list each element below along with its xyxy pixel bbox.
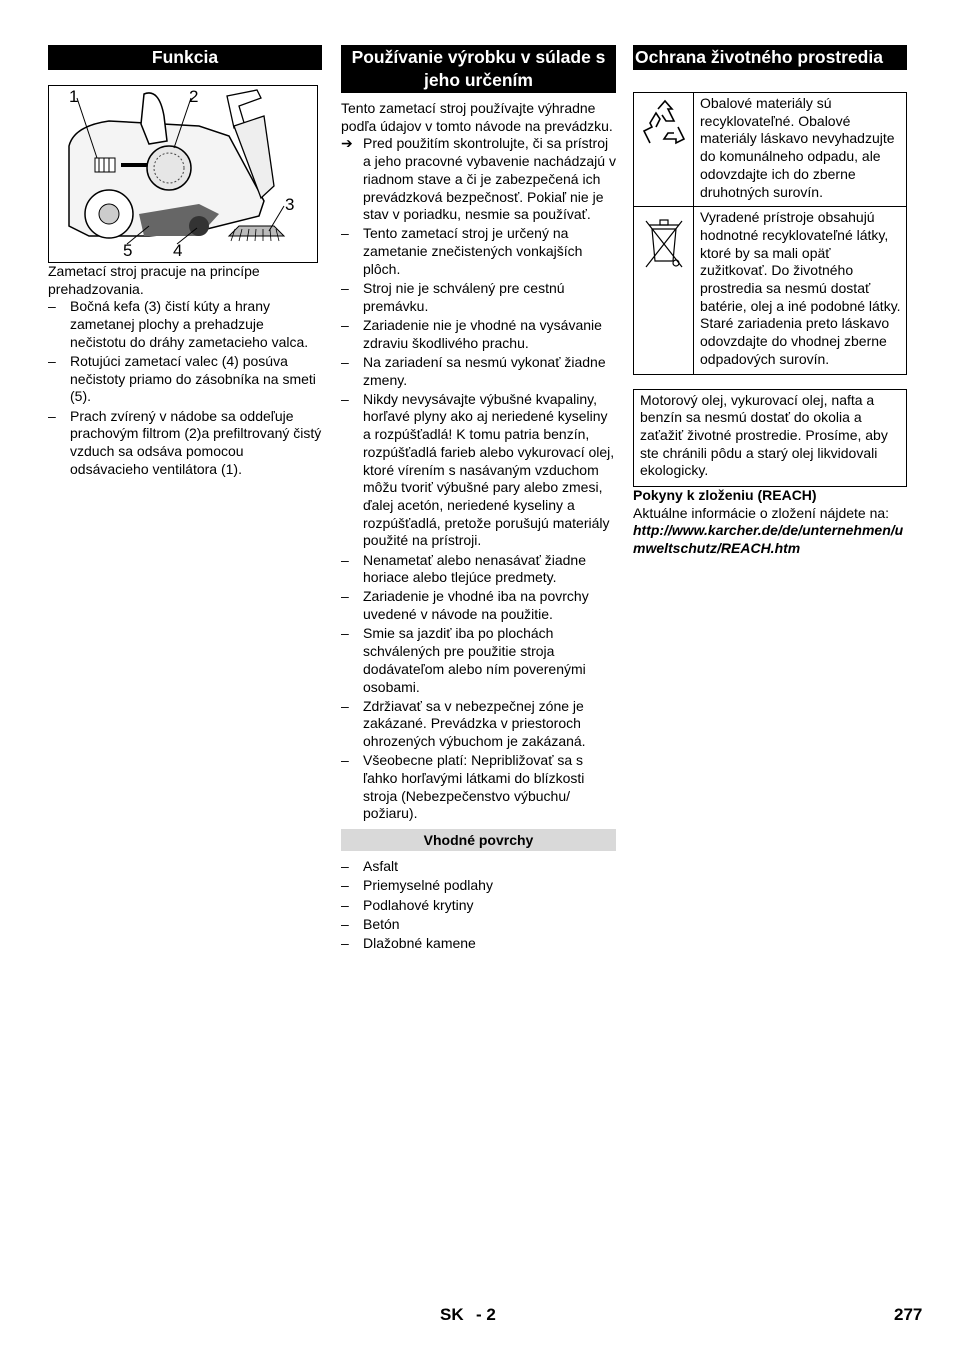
list-item: – Smie sa jazdiť iba po plochách schválených pre použitie stroja dodávateľom alebo ním poverenými osobami. xyxy=(341,625,586,695)
figure-label-1: 1 xyxy=(69,87,79,106)
list-item: – Asfalt xyxy=(341,858,399,875)
list-item: – Dlažobné kamene xyxy=(341,934,476,951)
recycling-cell xyxy=(634,93,694,207)
column-function xyxy=(48,45,322,480)
list-item: – Priemyselné podlahy xyxy=(341,877,493,894)
reach-link[interactable]: http://www.karcher.de/de/unternehmen/umweltschutz/REACH.htm xyxy=(633,522,904,557)
recycling-icon xyxy=(638,97,690,157)
figure-label-3: 3 xyxy=(285,195,295,214)
list-item: – Stroj nie je schválený pre cestnú premávku. xyxy=(341,280,565,314)
arrow-icon: ➔ xyxy=(341,135,353,152)
list-item: – Všeobecne platí: Nepribližovať sa s ľahko horľavými látkami do blízkosti stroja (Nebezpečenstvo výbuchu/ požiaru). xyxy=(341,752,585,822)
footer-lang: SK xyxy=(440,1305,464,1324)
list-item: – Nikdy nevysávajte výbušné kvapaliny, horľavé plyny ako aj neriedené kyseliny a rozpúšťadlá! K tomu patria benzín, rozpúšťadlá farieb alebo vykurovací olej, ktoré vírením s nasávaným vzduchom môžu tvoriť výbušné pary alebo zmesi, ďalej acetón, neriedené kyseliny a rozpúšťadlá, pretože porušujú materiály použité na prístroji. xyxy=(341,390,615,549)
oil-note: Motorový olej, vykurovací olej, nafta a benzín sa nesmú dostať do okolia a zaťažiť životné prostredie. Prosíme, aby ste chránili pôdu a starý olej likvidovali ekologicky. xyxy=(633,389,907,488)
list-item: – Na zariadení sa nesmú vykonať žiadne zmeny. xyxy=(341,353,606,388)
heading-environment: Ochrana životného prostredia xyxy=(633,45,907,70)
figure-label-5: 5 xyxy=(123,241,133,260)
list-item: – Zariadenie nie je vhodné na vysávanie zdraviu škodlivého prachu. xyxy=(341,316,602,351)
sweeper-illustration xyxy=(49,86,317,262)
footer-section: - 2 xyxy=(476,1305,496,1324)
table-row xyxy=(634,93,907,207)
surfaces-list xyxy=(341,858,616,953)
list-item: – Zariadenie je vhodné iba na povrchy uvedené v návode na použitie. xyxy=(341,588,589,623)
sweeper-figure xyxy=(48,85,318,263)
recycling-text: Obalové materiály sú recyklovateľné. Obalové materiály láskavo nevyhadzujte do komunálneho odpadu, ale odovzdajte ich do zberne druhotných surovín. xyxy=(694,93,907,207)
reach-title: Pokyny k zloženiu (REACH) xyxy=(633,487,817,504)
list-item: – Nenametať alebo nenasávať žiadne horiace alebo tlejúce predmety. xyxy=(341,551,586,586)
column-intended-use xyxy=(341,45,616,954)
crossed-bin-icon xyxy=(638,211,690,271)
list-item: – Prach zvírený v nádobe sa oddeľuje prachovým filtrom (2)a prefiltrovaný čistý vzduch sa odsáva pomocou odsávacieho ventilátora (1). xyxy=(48,407,322,477)
list-item-arrow: ➔ Pred použitím skontrolujte, či sa prístroj a jeho pracovné vybavenie nachádzajú v riadnom stave a či je zabezpečená ich prevádzková bezpečnosť. Pokiaľ nie je stav v poriadku, nesmie sa používať. xyxy=(341,135,616,223)
list-item: – Tento zametací stroj je určený na zametanie znečistených vonkajších plôch. xyxy=(341,225,583,277)
disposal-text: Vyradené prístroje obsahujú hodnotné recyklovateľné látky, ktoré by sa mali opäť zužitkovať. Do životného prostredia sa nesmú dostať batérie, olej a iné podobné látky. Staré zariadenia preto láskavo odovzdajte do vhodnej zberne odpadových surovín. xyxy=(694,207,907,374)
subheading-surfaces: Vhodné povrchy xyxy=(341,829,616,851)
list-item: – Betón xyxy=(341,915,400,932)
table-row xyxy=(634,207,907,374)
function-intro: Zametací stroj pracuje na princípe prehadzovania. xyxy=(48,263,260,297)
list-item: – Podlahové krytiny xyxy=(341,896,474,913)
function-list xyxy=(48,298,322,478)
list-item: – Zdržiavať sa v nebezpečnej zóne je zakázané. Prevádzka v priestoroch ohrozených výbuchom je zakázaná. xyxy=(341,697,586,750)
environment-table xyxy=(633,92,907,375)
list-item: – Bočná kefa (3) čistí kúty a hrany zametanej plochy a prehadzuje nečistotu do dráhy zametacieho valca. xyxy=(48,298,309,350)
reach-text: Aktuálne informácie o zložení nájdete na: xyxy=(633,504,890,521)
intended-use-list xyxy=(341,135,616,823)
heading-function: Funkcia xyxy=(48,45,322,70)
page-number: 277 xyxy=(894,1305,923,1324)
bin-cell xyxy=(634,207,694,374)
list-item: – Rotujúci zametací valec (4) posúva nečistoty priamo do zásobníka na smeti (5). xyxy=(48,353,316,405)
column-environment xyxy=(633,45,907,558)
figure-label-2: 2 xyxy=(189,87,199,106)
heading-intended-use: Používanie výrobku v súlade s jeho určením xyxy=(341,45,616,93)
figure-label-4: 4 xyxy=(173,241,183,260)
intended-use-intro: Tento zametací stroj používajte výhradne podľa údajov v tomto návode na prevádzku. xyxy=(341,100,613,134)
